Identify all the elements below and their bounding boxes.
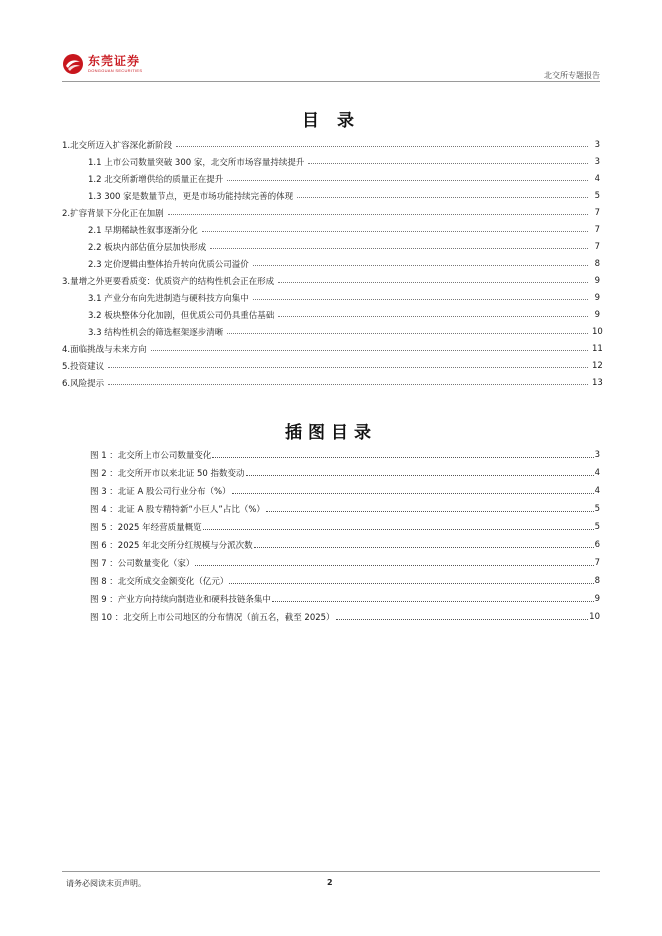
toc-entry-page: 7 bbox=[594, 207, 600, 218]
logo-chinese-name: 东莞证券 bbox=[88, 54, 141, 68]
figure-entry-label: 图 4 ：北证 A 股专精特新“小巨人”占比（%） bbox=[90, 505, 265, 515]
toc-leader-dots bbox=[210, 248, 588, 249]
toc-entry-page: 13 bbox=[592, 377, 603, 388]
toc-leader-dots bbox=[278, 316, 588, 317]
toc-entry-label: 1.3 300 家是数量节点，更是市场功能持续完善的体现 bbox=[88, 191, 294, 202]
figure-entry-page: 6 bbox=[594, 540, 600, 550]
figure-entry[interactable] bbox=[90, 536, 600, 554]
toc-entry-label: 2.扩容背景下分化正在加剧 bbox=[62, 208, 164, 219]
toc-entry[interactable] bbox=[62, 289, 600, 306]
figure-entry-page: 4 bbox=[594, 468, 600, 478]
toc-title: 目 录 bbox=[302, 111, 360, 131]
figure-leader-dots bbox=[336, 619, 589, 620]
figure-entry-page: 8 bbox=[594, 576, 600, 586]
toc-entry[interactable] bbox=[62, 340, 603, 357]
figure-entry[interactable] bbox=[90, 446, 600, 464]
toc-entry[interactable] bbox=[62, 374, 603, 391]
figure-entry-page: 3 bbox=[594, 450, 600, 460]
toc-entry[interactable] bbox=[62, 221, 600, 238]
figure-entry[interactable] bbox=[90, 482, 600, 500]
toc-entry[interactable] bbox=[62, 187, 600, 204]
toc-entry-page: 8 bbox=[594, 258, 600, 269]
figure-leader-dots bbox=[229, 583, 593, 584]
toc-entry[interactable] bbox=[62, 136, 600, 153]
toc-leader-dots bbox=[108, 367, 588, 368]
figure-entry-label: 图 6 ：2025 年北交所分红规模与分派次数 bbox=[90, 541, 253, 551]
figure-entry-page: 5 bbox=[594, 504, 600, 514]
company-logo bbox=[62, 50, 142, 78]
toc-entry-label: 2.2 板块内部估值分层加快形成 bbox=[88, 242, 207, 253]
figure-entry-label: 图 10 ：北交所上市公司地区的分布情况（前五名，截至 2025） bbox=[90, 613, 335, 623]
logo-emblem-icon bbox=[62, 53, 84, 75]
figure-entry[interactable] bbox=[90, 554, 600, 572]
figure-leader-dots bbox=[254, 547, 594, 548]
toc-leader-dots bbox=[308, 163, 588, 164]
toc-entry-page: 7 bbox=[594, 224, 600, 235]
figure-entry[interactable] bbox=[90, 518, 600, 536]
report-type-label: 北交所专题报告 bbox=[544, 71, 600, 80]
toc-leader-dots bbox=[202, 231, 588, 232]
toc-entry-page: 12 bbox=[592, 360, 603, 371]
toc-leader-dots bbox=[253, 299, 588, 300]
toc-entry-label: 1.1 上市公司数量突破 300 家，北交所市场容量持续提升 bbox=[88, 157, 305, 168]
figure-entry-label: 图 8 ：北交所成交金额变化（亿元） bbox=[90, 577, 229, 587]
figure-leader-dots bbox=[212, 457, 593, 458]
toc-entry-page: 11 bbox=[592, 343, 603, 354]
figure-leader-dots bbox=[232, 493, 594, 494]
figure-entry-page: 4 bbox=[594, 486, 600, 496]
figure-entry-page: 5 bbox=[594, 522, 600, 532]
toc-entry-page: 3 bbox=[594, 139, 600, 150]
toc-entry-page: 4 bbox=[594, 173, 600, 184]
toc-entry-page: 7 bbox=[594, 241, 600, 252]
toc-entry-page: 5 bbox=[594, 190, 600, 201]
toc-leader-dots bbox=[176, 146, 588, 147]
toc-entry-page: 9 bbox=[594, 309, 600, 320]
toc-entry-page: 9 bbox=[594, 275, 600, 286]
figure-entry-label: 图 3 ：北证 A 股公司行业分布（%） bbox=[90, 487, 231, 497]
toc-entry-label: 6.风险提示 bbox=[62, 378, 105, 389]
disclaimer-note: 请务必阅读末页声明。 bbox=[66, 879, 146, 888]
figure-entry-label: 图 7 ：公司数量变化（家） bbox=[90, 559, 195, 569]
toc-entry[interactable] bbox=[62, 323, 603, 340]
toc-entry-label: 4.面临挑战与未来方向 bbox=[62, 344, 147, 355]
figure-entry-label: 图 1 ：北交所上市公司数量变化 bbox=[90, 451, 212, 461]
figure-entry[interactable] bbox=[90, 608, 600, 626]
figure-entry-label: 图 2 ：北交所开市以来北证 50 指数变动 bbox=[90, 469, 245, 479]
figure-leader-dots bbox=[195, 565, 593, 566]
toc-entry-label: 3.3 结构性机会的筛选框架逐步清晰 bbox=[88, 327, 224, 338]
toc-entry-label: 3.2 板块整体分化加剧，但优质公司仍具重估基础 bbox=[88, 310, 275, 321]
toc-entry[interactable] bbox=[62, 153, 600, 170]
figure-leader-dots bbox=[266, 511, 594, 512]
figure-entry[interactable] bbox=[90, 500, 600, 518]
toc-entry[interactable] bbox=[62, 255, 600, 272]
figure-leader-dots bbox=[272, 601, 594, 602]
toc-entry[interactable] bbox=[62, 170, 600, 187]
logo-english-name: DONGGUAN SECURITIES bbox=[88, 68, 143, 73]
figure-list bbox=[90, 446, 600, 626]
toc-entry-page: 10 bbox=[592, 326, 603, 337]
table-of-contents bbox=[62, 136, 603, 391]
toc-leader-dots bbox=[253, 265, 588, 266]
toc-entry-page: 3 bbox=[594, 156, 600, 167]
toc-leader-dots bbox=[108, 384, 588, 385]
toc-leader-dots bbox=[297, 197, 588, 198]
figure-entry[interactable] bbox=[90, 572, 600, 590]
page-number: 2 bbox=[327, 878, 333, 887]
toc-entry[interactable] bbox=[62, 204, 600, 221]
figure-entry-page: 9 bbox=[594, 594, 600, 604]
toc-leader-dots bbox=[168, 214, 588, 215]
toc-entry-page: 9 bbox=[594, 292, 600, 303]
toc-entry[interactable] bbox=[62, 306, 600, 323]
toc-entry-label: 5.投资建议 bbox=[62, 361, 105, 372]
toc-entry[interactable] bbox=[62, 357, 603, 374]
toc-leader-dots bbox=[227, 333, 588, 334]
toc-leader-dots bbox=[278, 282, 588, 283]
figure-entry[interactable] bbox=[90, 590, 600, 608]
toc-leader-dots bbox=[151, 350, 588, 351]
figure-entry-label: 图 9 ：产业方向持续向制造业和硬科技链条集中 bbox=[90, 595, 271, 605]
footer-divider bbox=[62, 871, 600, 872]
figure-list-title: 插图目录 bbox=[285, 423, 377, 443]
figure-leader-dots bbox=[203, 529, 594, 530]
toc-leader-dots bbox=[227, 180, 588, 181]
page-header bbox=[62, 50, 600, 82]
toc-entry-label: 1.北交所迈入扩容深化新阶段 bbox=[62, 140, 173, 151]
figure-entry[interactable] bbox=[90, 464, 600, 482]
toc-entry-label: 2.1 早期稀缺性叙事逐渐分化 bbox=[88, 225, 198, 236]
toc-entry-label: 2.3 定价逻辑由整体抬升转向优质公司溢价 bbox=[88, 259, 249, 270]
figure-leader-dots bbox=[246, 475, 594, 476]
toc-entry-label: 1.2 北交所新增供给的质量正在提升 bbox=[88, 174, 224, 185]
toc-entry[interactable] bbox=[62, 272, 600, 289]
header-divider bbox=[62, 81, 600, 82]
toc-entry-label: 3.1 产业分布向先进制造与硬科技方向集中 bbox=[88, 293, 249, 304]
figure-entry-page: 10 bbox=[589, 612, 600, 622]
figure-entry-page: 7 bbox=[594, 558, 600, 568]
toc-entry[interactable] bbox=[62, 238, 600, 255]
toc-entry-label: 3.量增之外更要看质变：优质资产的结构性机会正在形成 bbox=[62, 276, 275, 287]
figure-entry-label: 图 5 ：2025 年经营质量概览 bbox=[90, 523, 202, 533]
